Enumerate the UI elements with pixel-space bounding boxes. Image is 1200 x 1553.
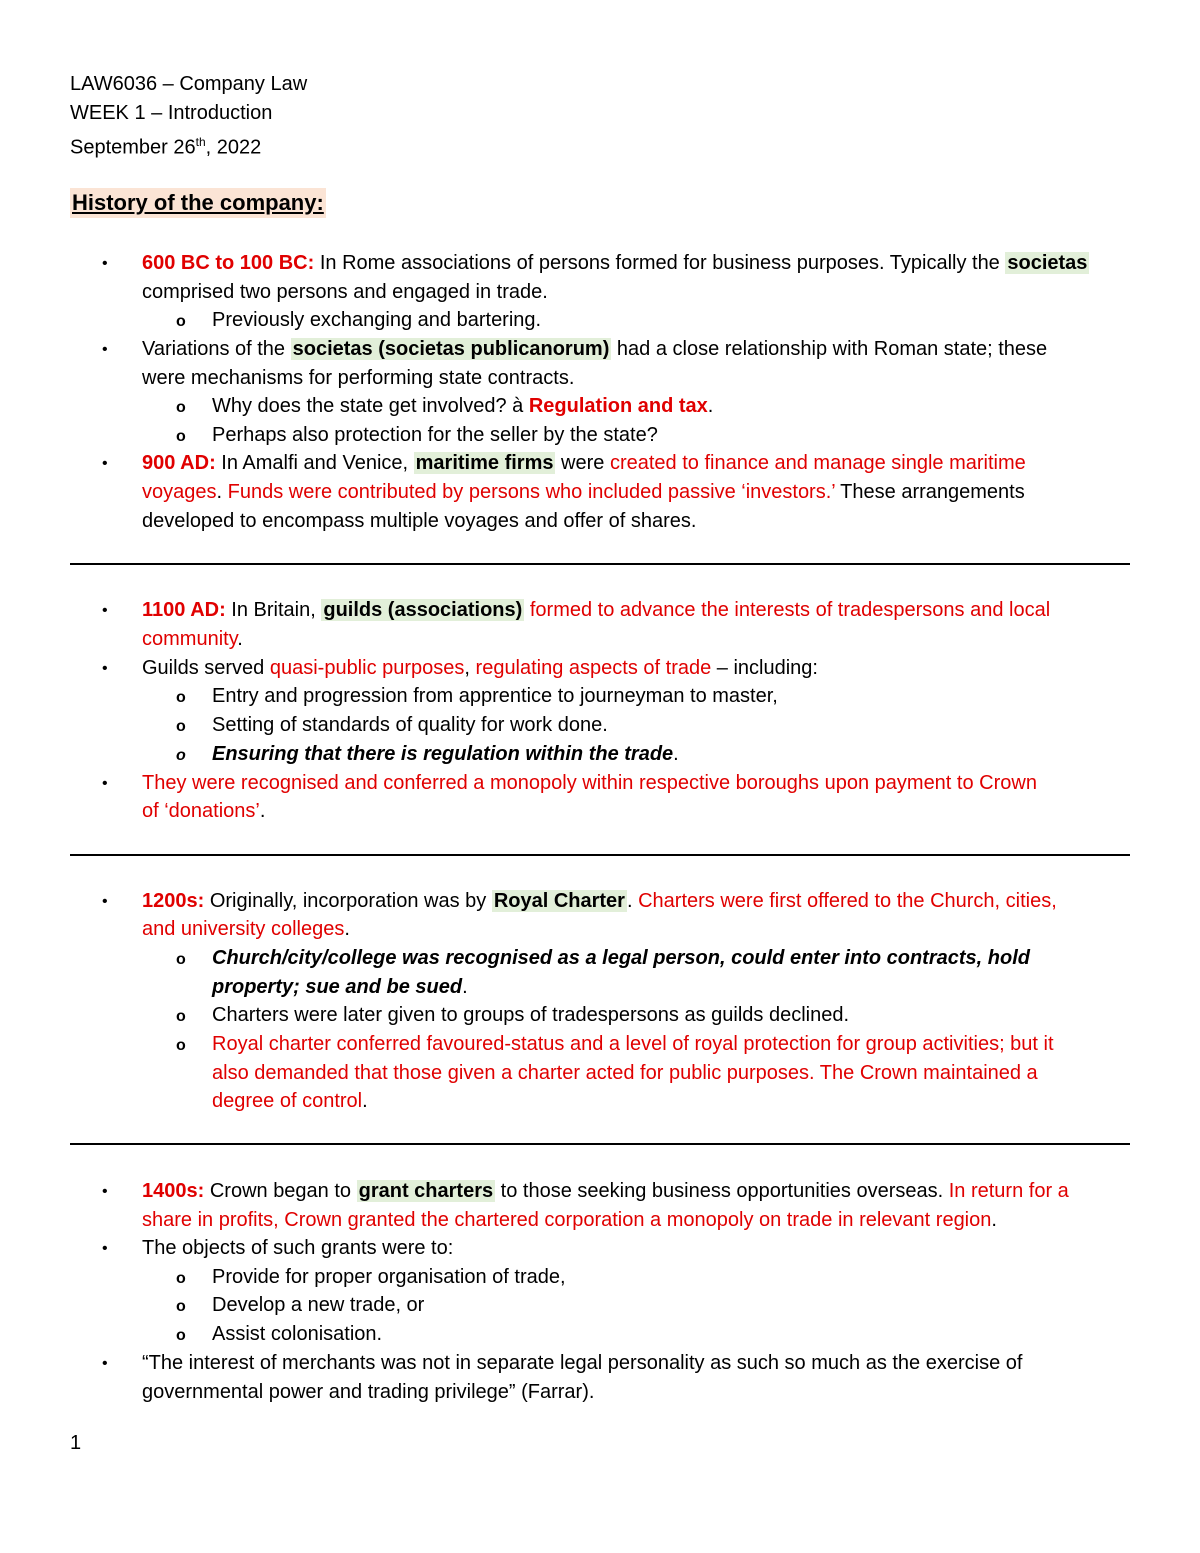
sub-bullet-icon: o <box>176 747 186 764</box>
bullet-icon: • <box>102 775 108 792</box>
bullet-icon: • <box>102 341 108 358</box>
bullet-icon: • <box>102 660 108 677</box>
sub-bullet-icon: o <box>176 1037 186 1054</box>
sub-bullet-icon: o <box>176 399 186 416</box>
week-title: WEEK 1 – Introduction <box>70 102 273 124</box>
sub-bullet-icon: o <box>176 313 186 330</box>
section-divider <box>70 563 1130 565</box>
course-title: LAW6036 – Company Law <box>70 73 308 95</box>
document-page: LAW6036 – Company Law WEEK 1 – Introduction September 26th, 2022 History of the company: • 600 BC to 100 BC: In Rome associations of persons formed for business purposes. Typically the societas comprised two persons and engaged in trade. o Previously exchanging and bartering. • Variations of the societas (societas publicanorum) had a close relationship with Roman state; these were mechanisms for performing state contracts. o Why does the state get involved? à Regulation and tax. o Perhaps also protection for the seller by the state? • 900 AD: In Amalfi and Venice, maritime firms were created to finance and manage single maritime voyages. Funds were contributed by persons who included passive ‘investors.’ These arrangements developed to encompass multiple voyages and offer of shares. • 1100 AD: In Britain, guilds (associations) formed to advance the interests of tradespersons and local community. • Guilds served quasi-public purposes, regulating aspects of trade – including: o Entry and progression from apprentice to journeyman to master, o Setting of standards of quality for work done. o Ensuring that there is regulation within the trade. • They were recognised and conferred a monopoly within respective boroughs upon payment to Crown of ‘donations’. • 1200s: Originally, incorporation was by Royal Charter . Charters were first offered to the Church, cities, and university colleges. o Church/city/college was recognised as a legal person, could enter into contracts, hold property; sue and be sued. o Charters were later given to groups of tradespersons as guilds declined. o Royal charter conferred favoured-status and a level of royal protection for group activities; but it also demanded that those given a charter acted for public purposes. The Crown maintained a degree of control. • 1400s: Crown began to grant charters to those seeking business opportunities overseas. In return for a share in profits, Crown granted the chartered corporation a monopoly on trade in relevant region. • The objects of such grants were to: o Provide for proper organisation of trade, o Develop a new trade, or o Assist colonisation. • “The interest of merchants was not in separate legal personality as such so much as the exercise of governmental power and trading privilege” (Farrar). 1 <box>0 0 1200 1553</box>
section-divider <box>70 854 1130 856</box>
sub-bullet-icon: o <box>176 718 186 735</box>
page-number: 1 <box>70 1432 82 1454</box>
bullet-icon: • <box>102 1355 108 1372</box>
sub-bullet-icon: o <box>176 689 186 706</box>
sub-bullet-icon: o <box>176 951 186 968</box>
sub-bullet-icon: o <box>176 1298 186 1315</box>
sub-bullet-icon: o <box>176 428 186 445</box>
lecture-date: September 26th, 2022 <box>70 135 262 159</box>
bullet-icon: • <box>102 602 108 619</box>
sub-bullet-icon: o <box>176 1327 186 1344</box>
section-heading: History of the company: <box>70 188 326 218</box>
section-divider <box>70 1143 1130 1145</box>
bullet-icon: • <box>102 1240 108 1257</box>
sub-bullet-icon: o <box>176 1008 186 1025</box>
sub-bullet-icon: o <box>176 1270 186 1287</box>
bullet-icon: • <box>102 255 108 272</box>
bullet-icon: • <box>102 455 108 472</box>
bullet-icon: • <box>102 1183 108 1200</box>
bullet-icon: • <box>102 893 108 910</box>
